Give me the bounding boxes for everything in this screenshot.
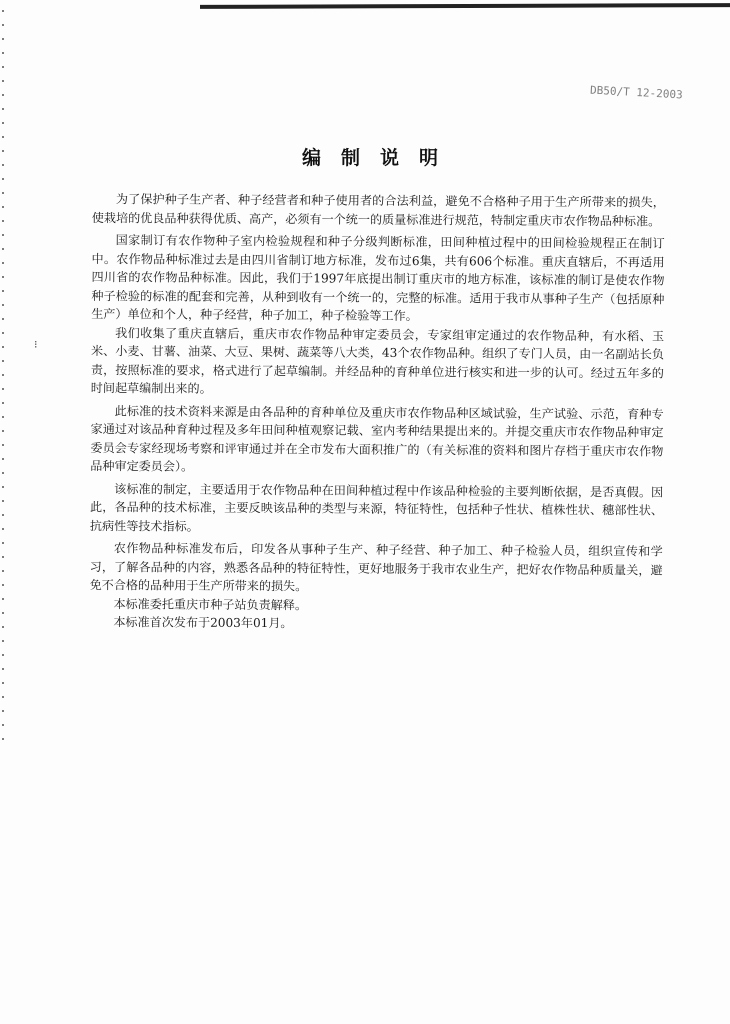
paragraph-background: 国家制订有农作物种子室内检验规程和种子分级判断标准，田间种植过程中的田间检验规程正在制订中。农作物品种标准过去是由四川省制订地方标准，发布过6集，共有606个标准。重庆直辖后，不再适用四川省的农作物品种标准。因此，我们于1997年底提出制订重庆市的地方标准，该标准的制订是使农作物种子检验的标准的配套和完善，从种到收有一个统一的，完整的标准。适用于我市从事种子生产（包括原种生产）单位和个人，种子经营，种子加工，种子检验等工作。 bbox=[91, 233, 665, 323]
paragraph-scope: 该标准的制定，主要适用于农作物品种在田间种植过程中作该品种检验的主要判断依据，是否真假。因此，各品种的技术标准，主要反映该品种的类型与来源，特征特性，包括种子性状、植株性状、穗部性状、抗病性等技术指标。 bbox=[89, 481, 664, 534]
standard-code: DB50/T 12-2003 bbox=[589, 83, 683, 102]
page-title: 编制说明 bbox=[301, 147, 458, 169]
margin-mark: ⁝ bbox=[34, 338, 38, 351]
paragraph-sources: 此标准的技术资料来源是由各品种的育种单位及重庆市农作物品种区域试验，生产试验、示范，育种专家通过对该品种育种过程及多年田间种植观察记载、室内考种结果提出来的。并提交重庆市农作物品种审定委员会专家经现场考察和评审通过并在全市发布大面积推广的（有关标准的资料和图片存档于重庆市农作物品种审定委员会）。 bbox=[90, 403, 664, 474]
document-body bbox=[89, 190, 665, 635]
paragraph-promotion: 农作物品种标准发布后，印发各从事种子生产、种子经营、种子加工、种子检验人员，组织宣传和学习，了解各品种的内容，熟悉各品种的特征特性，更好地服务于我市农业生产，把好农作物品种质量关，避免不合格的品种用于生产所带来的损失。 bbox=[89, 541, 663, 594]
paragraph-varieties: 我们收集了重庆直辖后，重庆市农作物品种审定委员会，专家组审定通过的农作物品种，有水稻、玉米、小麦、甘薯、油菜、大豆、果树、蔬菜等八大类，43个农作物品种。组织了专门人员，由一名副站长负责，按照标准的要求，格式进行了起草编制。并经品种的育种单位进行核实和进一步的认可。经过五年多的时间起草编制出来的。 bbox=[90, 325, 665, 396]
paragraph-release-date: 本标准首次发布于2003年01月。 bbox=[113, 615, 293, 631]
paragraph-purpose: 为了保护种子生产者、种子经营者和种子使用者的合法利益，避免不合格种子用于生产所带来的损失，使栽培的优良品种获得优质、高产，必须有一个统一的质量标准进行规范，特制定重庆市农作物品种标准。 bbox=[91, 192, 665, 228]
top-border-line bbox=[200, 3, 730, 9]
paragraph-interpretation: 本标准委托重庆市种子站负责解释。 bbox=[113, 596, 308, 612]
scan-edge-dots bbox=[2, 10, 4, 750]
